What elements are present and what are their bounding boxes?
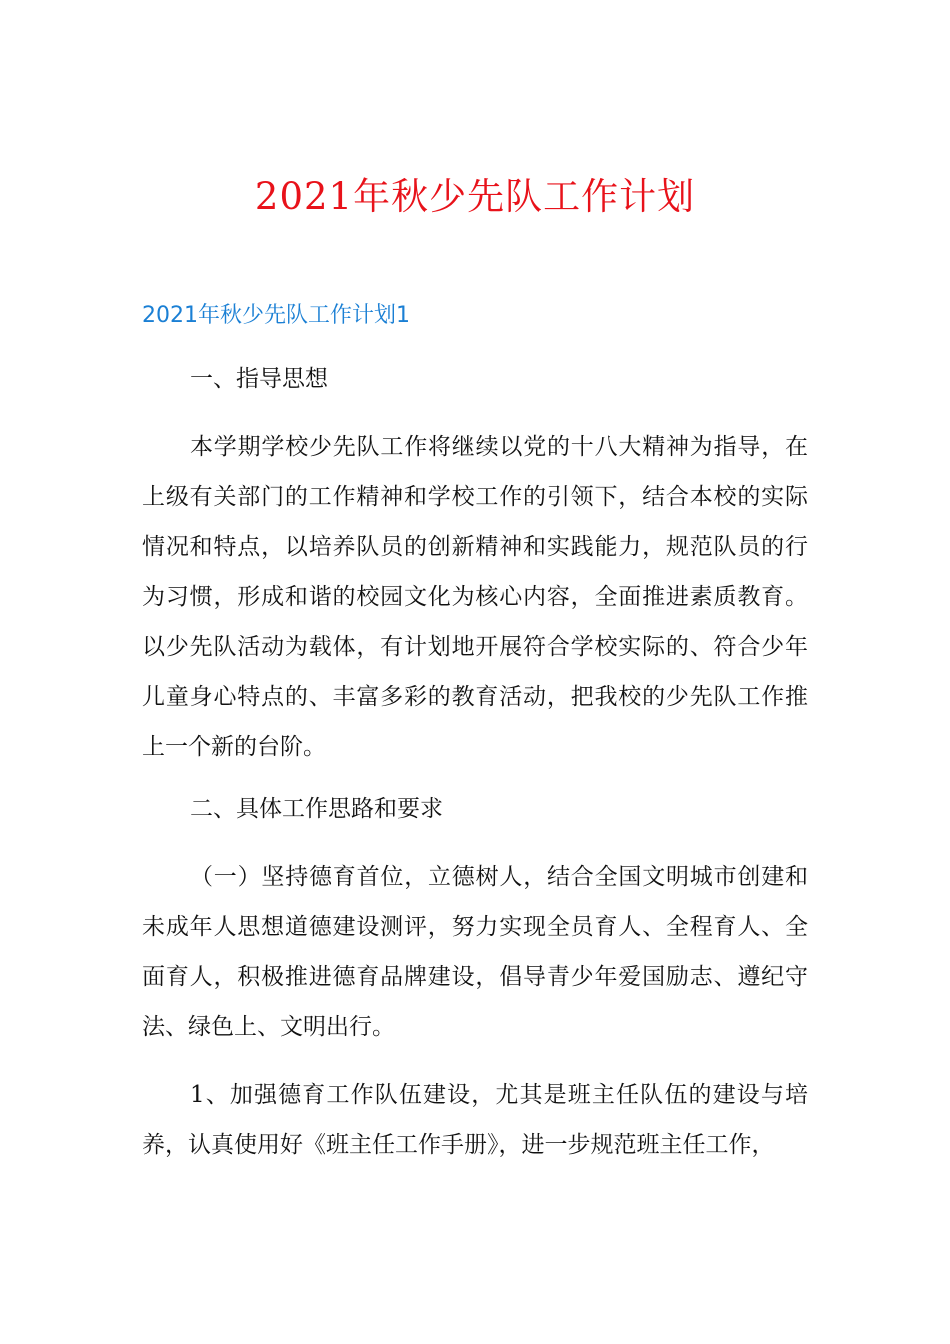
section-heading: 2021年秋少先队工作计划1	[142, 303, 410, 328]
document-title: 2021年秋少先队工作计划	[254, 175, 696, 218]
paragraph-moral-education: （一）坚持德育首位，立德树人，结合全国文明城市创建和未成年人思想道德建设测评，努力实现全员育人、全程育人、全面育人，积极推进德育品牌建设，倡导青少年爱国励志、遵纪守法、绿色上、文明出行。	[142, 864, 808, 1040]
paragraph-team-building: 1、加强德育工作队伍建设，尤其是班主任队伍的建设与培养，认真使用好《班主任工作手册》，进一步规范班主任工作，	[142, 1082, 808, 1158]
paragraph-guiding-ideology: 本学期学校少先队工作将继续以党的十八大精神为指导，在上级有关部门的工作精神和学校工作的引领下，结合本校的实际情况和特点，以培养队员的创新精神和实践能力，规范队员的行为习惯，形成和谐的校园文化为核心内容，全面推进素质教育。以少先队活动为载体，有计划地开展符合学校实际的、符合少年儿童身心特点的、丰富多彩的教育活动，把我校的少先队工作推上一个新的台阶。	[142, 434, 808, 760]
heading-work-ideas: 二、具体工作思路和要求	[190, 796, 443, 822]
heading-guiding-ideology: 一、指导思想	[190, 366, 328, 392]
